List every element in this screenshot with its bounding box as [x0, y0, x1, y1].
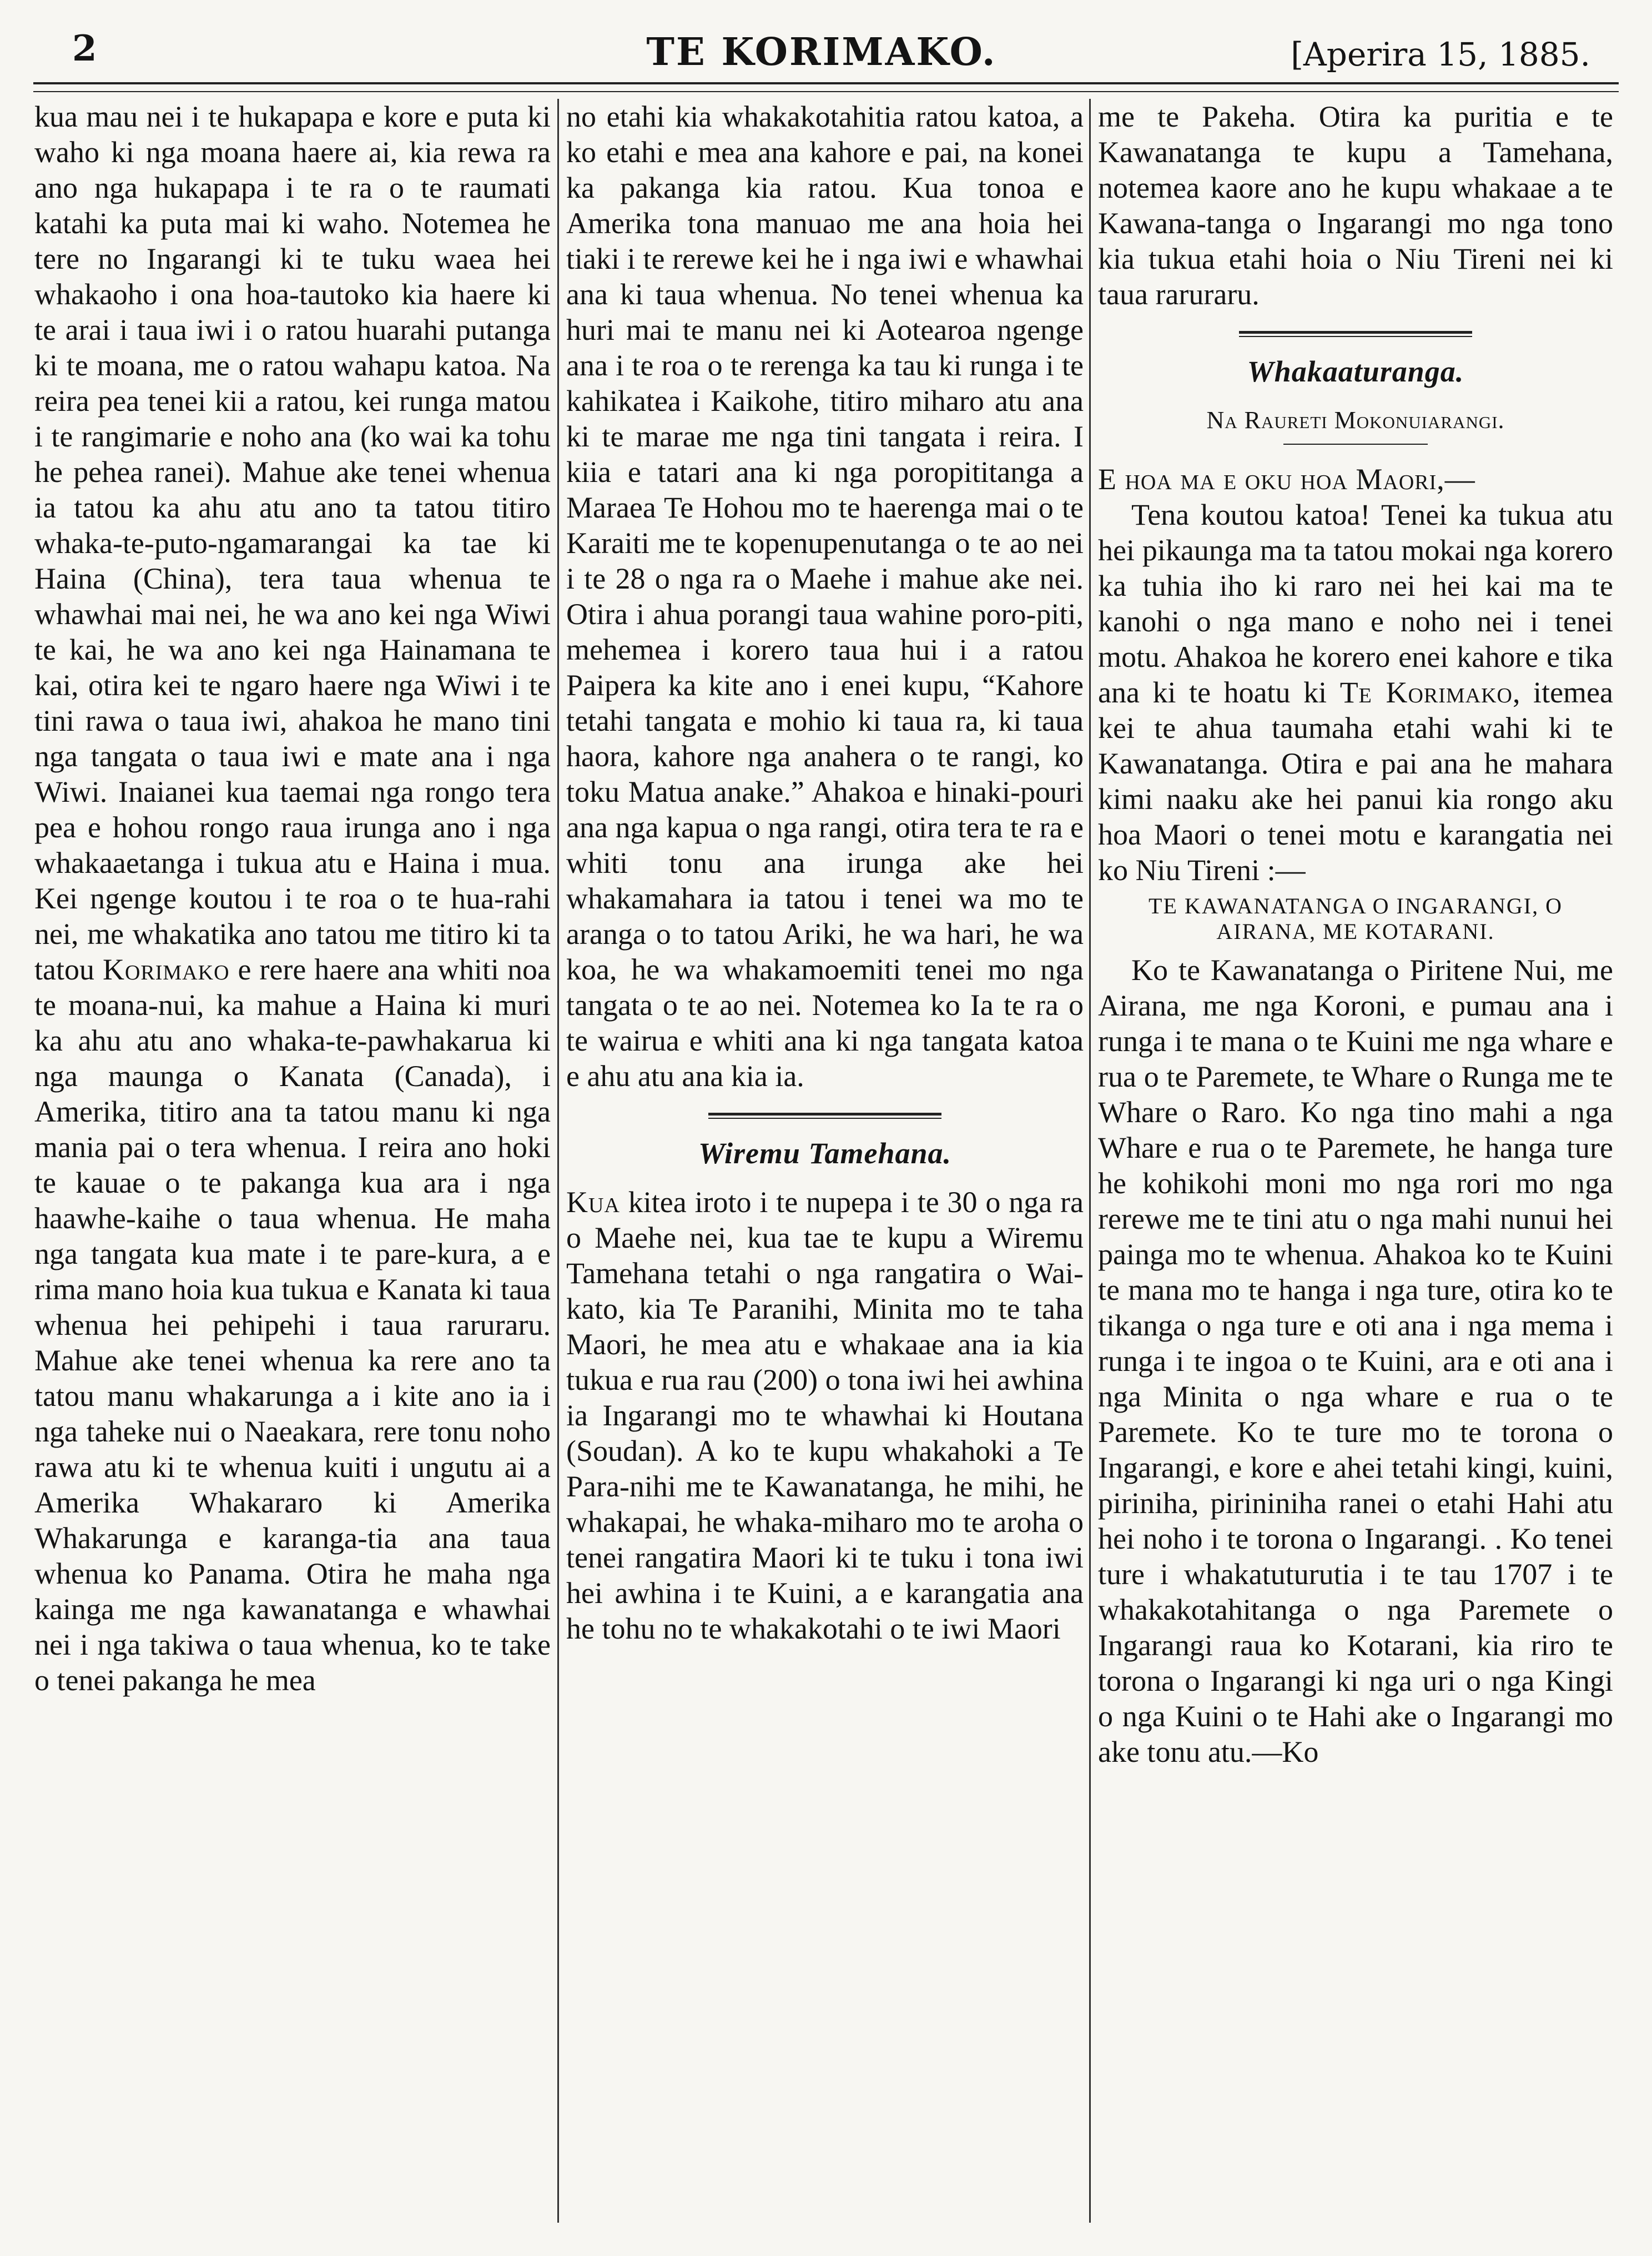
- byline: Na Raureti Mokonuiarangi.: [1206, 406, 1505, 434]
- section-separator: [1239, 331, 1472, 337]
- section-title: Whakaaturanga.: [1247, 355, 1464, 388]
- article-text: [1098, 497, 1613, 888]
- paragraph-text: kua mau nei i te hukapapa e kore e puta ki waho ki nga moana haere ai, kia rewa ra ano nga hukapapa i te ra o te raumati katahi ka puta mai ki waho. Notemea he tere no Ingarangi ki te tuku waea hei whakaoho i ona hoa-tautoko kia haere ki te arai i taua iwi i o ratou huarahi putanga ki te moana, me o ratou wahapu katoa. Na reira pea tenei kii a ratou, kei runga matou i te rangimarie e noho ana (ko wai ka tohu he pehea ranei). Mahue ake tenei whenua ia tatou ka ahu atu ano ta tatou titiro whaka-te-puto-ngamarangai ka tae ki Haina (China), tera taua whenua te whawhai mai nei, he wa ano kei nga Wiwi te kai, he wa ano kei nga Hainamana te kai, otira kei te ngaro haere nga Wiwi i te tini rawa o taua iwi, ahakoa he mano tini nga tangata o taua iwi e mate ana i nga Wiwi. Inaianei kua taemai nga rongo tera pea e hohou rongo raua irunga ano i nga whakaaetanga i tukua atu e Haina i mua. Kei ngenge koutou i te roa o te hua-rahi nei, me whakatika ano tatou me titiro ki ta tatou: [34, 100, 551, 986]
- column-divider: [557, 99, 559, 2223]
- column-divider: [1089, 99, 1091, 2223]
- column-2: [566, 99, 1084, 2234]
- subheading: TE KAWANATANGA O INGARANGI, O AIRANA, ME KOTARANI.: [1149, 893, 1563, 944]
- header-rule: [33, 82, 1619, 84]
- issue-date: [Aperira 15, 1885.: [1291, 36, 1590, 73]
- article-text: [566, 1184, 1084, 1646]
- page-header: [31, 28, 1613, 89]
- salutation: E hoa ma e oku hoa Maori,—: [1098, 463, 1475, 496]
- section-separator: [708, 1113, 941, 1119]
- article-text: [34, 99, 551, 1698]
- section-title: Wiremu Tamehana.: [698, 1137, 952, 1170]
- article-text: no etahi kia whakakotahitia ratou katoa, a ko etahi e mea ana kahore e pai, na konei ka pakanga kia ratou. Kua tonoa e Amerika tona manuao me ana hoia hei tiaki i te rerewe kei he i nga iwi e whawhai ana ki taua whenua. No tenei whenua ka huri mai te manu nei ki Aotearoa ngenge ana i te roa o te rerenga ka tau ki runga i te kahikatea i Kaikohe, titiro miharo atu ana ki te marae me nga tini tangata i reira. I kiia e tatari ana ki nga poropititanga a Maraea Te Hohou mo te haerenga mai o te Karaiti me te kopenupenutanga o te ao nei i te 28 o nga ra o Maehe i mahue ake nei. Otira i ahua porangi taua wahine poro-piti, mehemea i korero taua hui i a ratou Paipera ka kite ano i enei kupu, “Kahore tetahi tangata e mohio ki taua ra, ki taua haora, kahore nga anahera o te rangi, ko toku Matua anake.” Ahakoa e hinaki-pouri ana nga kapua o nga rangi, otira tera te ra e whiti tonu ana irunga ake hei whakamahara ia tatou i tenei wa mo te aranga o to tatou Ariki, he wa hari, he wa koa, he wa whakamoemiti tenei mo nga tangata o te ao nei. Notemea ko Ia te ra o te wairua e whiti ana ki nga tangata katoa e ahu atu ana kia ia.: [566, 100, 1084, 1093]
- paragraph-text: Tena koutou katoa! Tenei ka tukua atu hei pikaunga ma ta tatou mokai nga korero ka tuhia iho ki raro nei hei kai ma te kanohi o nga mano e noho nei i tenei motu. Ahakoa he korero enei kahore e tika ana ki te hoatu ki: [1098, 498, 1613, 709]
- masthead-title: TE KORIMAKO.: [646, 30, 997, 74]
- column-1: [34, 99, 551, 2234]
- paragraph-text: kitea iroto i te nupepa i te 30 o nga ra o Maehe nei, kua tae te kupu a Wiremu Tamehana tetahi o nga rangatira o Wai-kato, kia Te Paranihi, Minita mo te taha Maori, he mea atu e whakaae ana ia kia tukua e rua rau (200) o tona iwi hei awhina ia Ingarangi mo te whawhai ki Houtana (Soudan). A ko te kupu whakahoki a Te Para-nihi me te Kawanatanga, he mihi, he whakapai, he whaka-miharo mo te aroha o tenei rangatira Maori ki te tuku i tona iwi hei awhina i te Kuini, a e karangatia ana he tohu no te whakakotahi o te iwi Maori: [566, 1185, 1084, 1645]
- korimako-name: Te Korimako: [1339, 676, 1513, 709]
- article-text: Ko te Kawanatanga o Piritene Nui, me Airana, me nga Koroni, e pumau ana i runga i te mana o te Kuini me nga whare e rua o te Paremete, te Whare o Runga me te Whare o Raro. Ko nga tino mahi a nga Whare e rua o te Paremete, he hanga ture he kohikohi moni mo nga rori mo nga rerewe me te tini atu o nga mahi nunui hei painga mo te whenua. Ahakoa ko te Kuini te mana mo te hanga i nga ture, otira ko te tikanga o nga ture e oti ana i nga mema i runga i te ingoa o te Kuini, ara e oti ana i nga Minita o nga whare e rua o te Paremete. Ko te ture mo te torona o Ingarangi, e kore e ahei tetahi kingi, kuini, piriniha, pirininiha ranei o etahi Hahi atu hei noho i te torona o Ingarangi. . Ko tenei ture i whakatuturutia i te tau 1707 i te whakakotahitanga o nga Paremete o Ingarangi raua ko Kotarani, kia riro te torona o Ingarangi ki nga uri o nga Kingi o nga Kuini o te Hahi ake o Ingarangi mo ake tonu atu.—Ko: [1098, 953, 1613, 1768]
- paragraph-text: , itemea kei te ahua taumaha etahi wahi ki te Kawanatanga. Otira e pai ana he mahara kimi naaku ake hei panui kia rongo aku hoa Maori o tenei motu e karangatia nei ko Niu Tireni :—: [1098, 676, 1613, 887]
- article-text: me te Pakeha. Otira ka puritia e te Kawanatanga te kupu a Tamehana, notemea kaore ano he kupu whakaae a te Kawana-tanga o Ingarangi mo nga tono kia tukua etahi hoia o Niu Tireni nei ki taua raruraru.: [1098, 100, 1613, 311]
- header-rule-thin: [33, 91, 1619, 92]
- column-3: [1098, 99, 1613, 2234]
- korimako-name: Korimako: [102, 953, 230, 986]
- drop-word: Kua: [566, 1185, 620, 1219]
- page-number: 2: [72, 28, 97, 69]
- byline-rule: [1283, 444, 1428, 445]
- paragraph-text: e rere haere ana whiti noa te moana-nui, ka mahue a Haina ki muri ka ahu atu ano whaka-te-pawhakarua ki nga maunga o Kanata (Canada), i Amerika, titiro ana ta tatou manu ki nga mania pai o tera whenua. I reira ano hoki te kauae o te pakanga kua ara i nga haawhe-kaihe o taua whenua. He maha nga tangata kua mate i te pare-kura, a e rima mano hoia kua tukua e Kanata ki taua whenua hei pehipehi i taua raruraru. Mahue ake tenei whenua ka rere ano ta tatou manu whakarunga a i kite ano ia i nga taheke nui o Naeakara, rere tonu noho rawa atu ki te whenua kuiti i ungutu ai a Amerika Whakararo ki Amerika Whakarunga e karanga-tia ana taua whenua ko Panama. Otira he maha nga kainga me nga kawanatanga e whawhai nei i nga takiwa o taua whenua, ko te take o tenei pakanga he mea: [34, 953, 551, 1697]
